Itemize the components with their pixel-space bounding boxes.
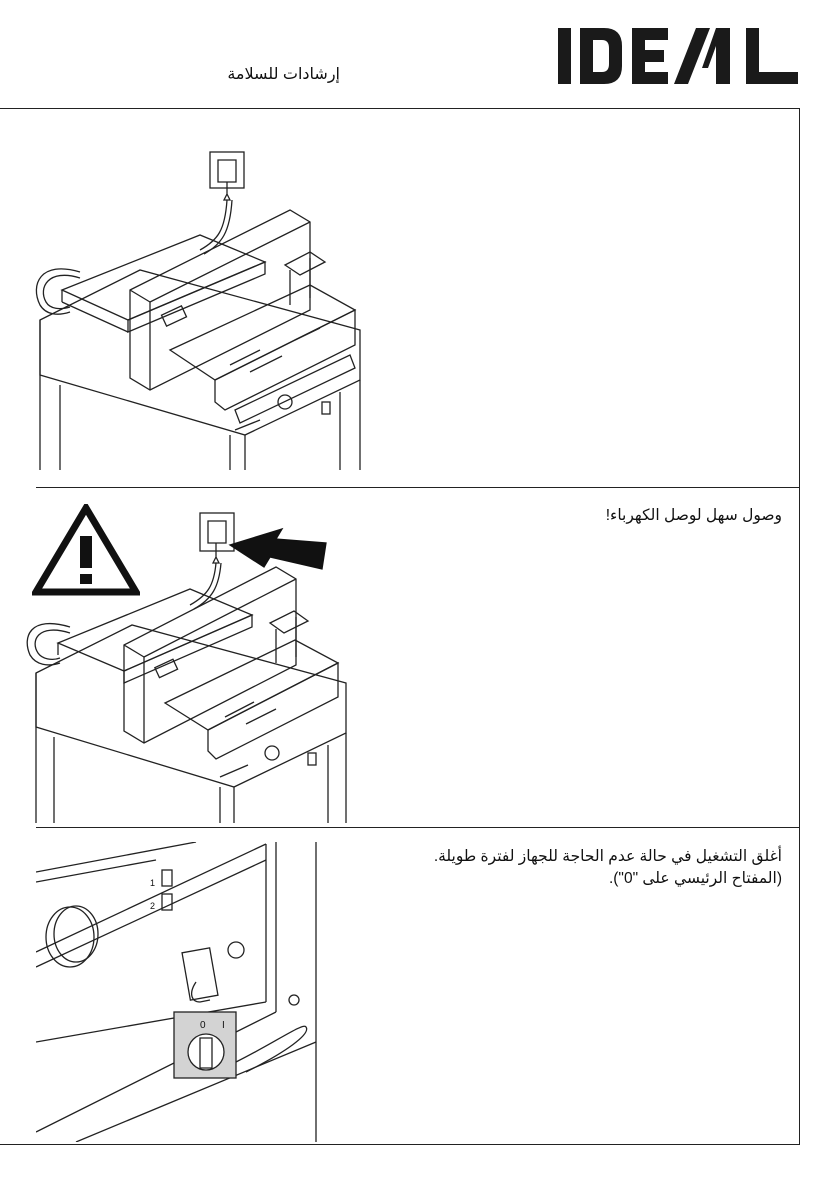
switch-off-line-2: (المفتاح الرئيسي على "0"). — [608, 870, 782, 887]
section-divider — [36, 827, 800, 828]
machine-illustration-1 — [20, 140, 380, 475]
ideal-logo — [556, 26, 800, 86]
main-switch-illustration — [36, 842, 326, 1142]
row-2-label: 2 — [150, 901, 156, 911]
section-divider — [36, 487, 800, 488]
switch-off-label: 0 — [200, 1020, 206, 1031]
page-title: إرشادات للسلامة — [227, 66, 340, 83]
switch-off-line-1: أغلق التشغيل في حالة عدم الحاجة للجهاز لفترة طويلة. — [433, 848, 782, 865]
switch-on-label: I — [222, 1020, 225, 1031]
switch-off-note — [380, 846, 782, 890]
machine-illustration-2 — [20, 505, 360, 825]
row-1-label: 1 — [150, 878, 156, 888]
power-access-note: وصول سهل لوصل الكهرباء! — [605, 507, 782, 524]
